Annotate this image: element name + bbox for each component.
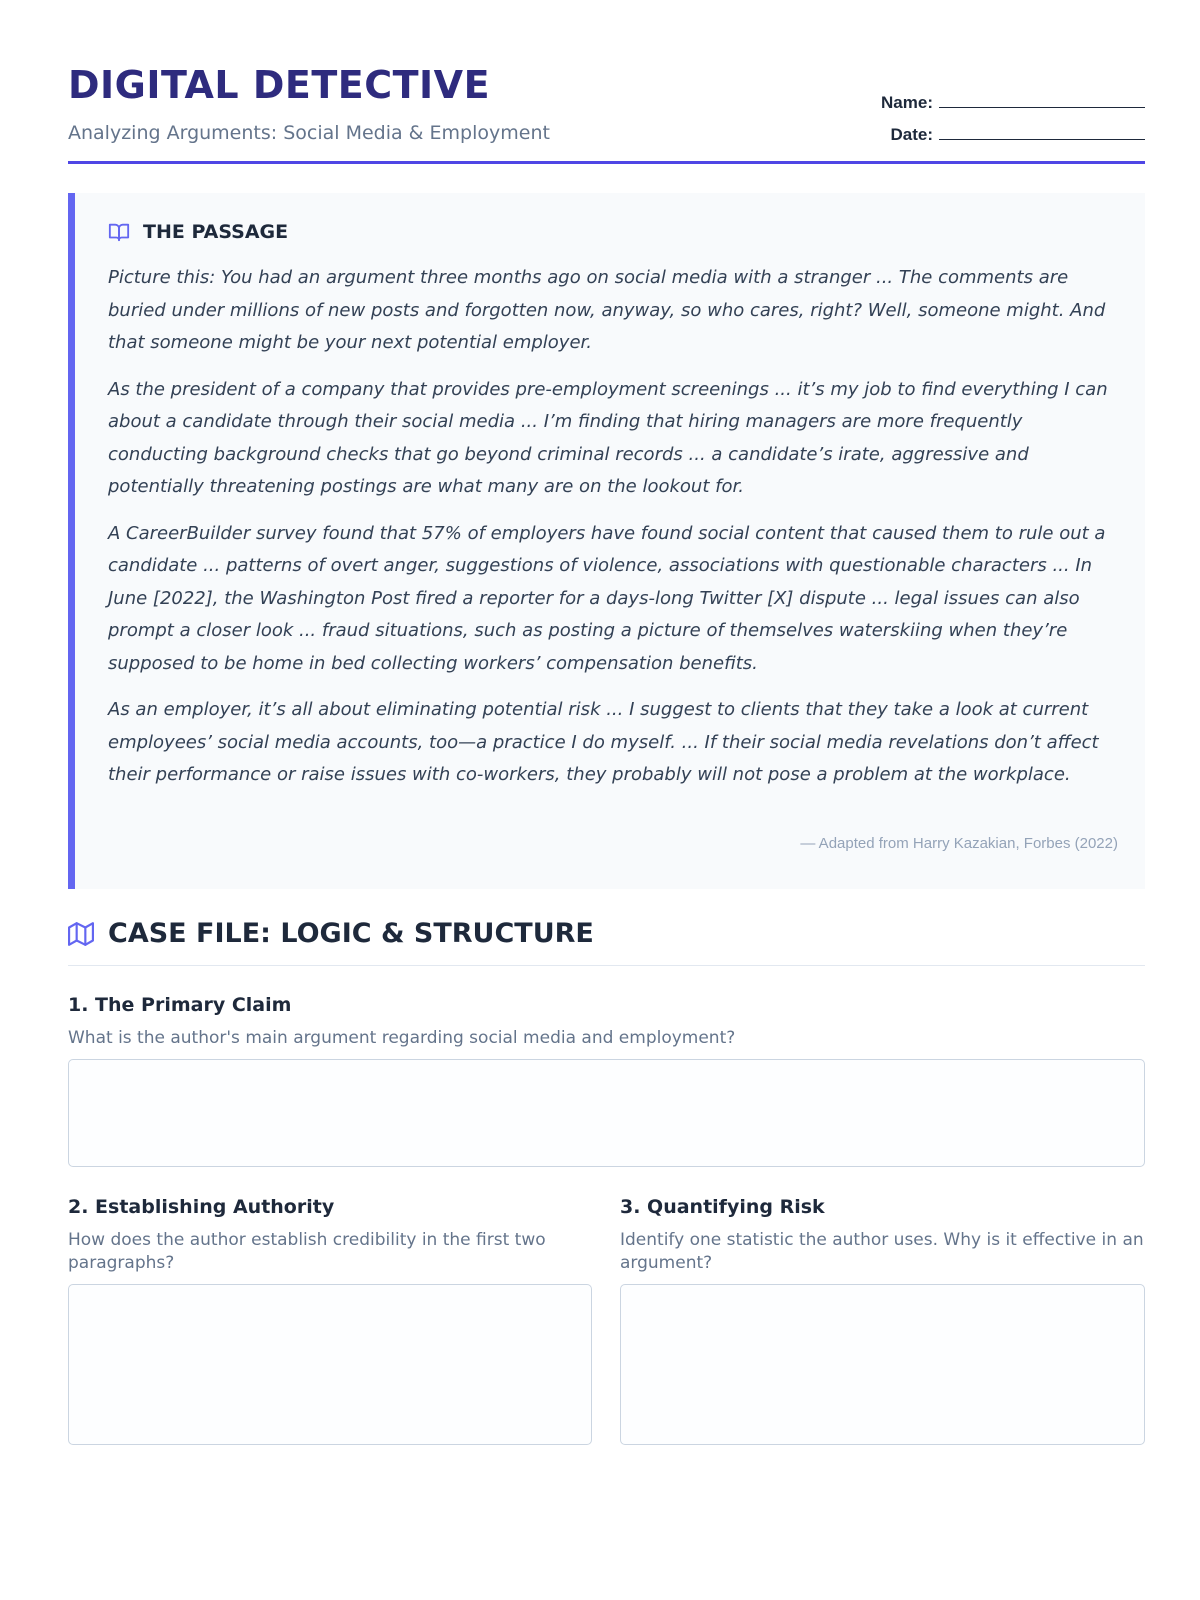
answer-box-establishing-authority[interactable] bbox=[68, 1284, 592, 1445]
passage-attribution: — Adapted from Harry Kazakian, Forbes (2022) bbox=[800, 835, 1118, 852]
name-label: Name: bbox=[881, 93, 933, 112]
question-primary-claim bbox=[68, 993, 1145, 1167]
case-file-header bbox=[68, 915, 1145, 966]
passage-paragraph: As an employer, it’s all about eliminating potential risk ... I suggest to clients that they take a look at current employees’ social media accounts, too—a practice I do myself. ... If their social media revelations don’t affect their performance or raise issues with co-workers, they probably will not pose a problem at the workplace. bbox=[108, 699, 1099, 785]
passage-paragraph: A CareerBuilder survey found that 57% of employers have found social content that caused them to rule out a candidate ... patterns of overt anger, suggestions of violence, associations with questionable characters ... In June [2022], the Washington Post fired a reporter for a days-long Twitter [X] dispute ... legal issues can also prompt a closer look ... fraud situations, such as posting a picture of themselves waterskiing when they’re supposed to be home in bed collecting workers’ compensation benefits. bbox=[108, 522, 1106, 674]
date-label: Date: bbox=[890, 125, 933, 144]
passage-heading: THE PASSAGE bbox=[143, 221, 289, 243]
passage-box bbox=[68, 193, 1145, 889]
date-row bbox=[881, 124, 1145, 156]
question-prompt: What is the author's main argument regarding social media and employment? bbox=[68, 1028, 736, 1048]
name-blank[interactable] bbox=[939, 93, 1145, 108]
question-establishing-authority bbox=[68, 1195, 592, 1445]
map-icon bbox=[68, 921, 94, 947]
name-row bbox=[881, 92, 1145, 124]
answer-box-primary-claim[interactable] bbox=[68, 1059, 1145, 1167]
case-file-heading: CASE FILE: LOGIC & STRUCTURE bbox=[108, 918, 594, 949]
header-divider bbox=[68, 161, 1145, 164]
question-title: 3. Quantifying Risk bbox=[620, 1196, 825, 1218]
date-blank[interactable] bbox=[939, 125, 1145, 140]
passage-text bbox=[108, 262, 1118, 806]
question-title: 1. The Primary Claim bbox=[68, 994, 292, 1016]
student-info bbox=[881, 92, 1145, 156]
question-quantifying-risk bbox=[620, 1195, 1145, 1445]
worksheet-subtitle: Analyzing Arguments: Social Media & Employment bbox=[68, 122, 550, 144]
passage-paragraph: Picture this: You had an argument three months ago on social media with a stranger ... The comments are buried under millions of new posts and forgotten now, anyway, so who cares, right? Well, someone might. And that someone might be your next potential employer. bbox=[108, 267, 1106, 353]
passage-header bbox=[108, 221, 288, 243]
open-book-icon bbox=[108, 221, 130, 243]
answer-box-quantifying-risk[interactable] bbox=[620, 1284, 1145, 1445]
question-prompt: Identify one statistic the author uses. Why is it effective in an argument? bbox=[620, 1230, 1144, 1273]
passage-paragraph: As the president of a company that provides pre-employment screenings ... it’s my job to find everything I can about a candidate through their social media ... I’m finding that hiring managers are more frequently conducting background checks that go beyond criminal records ... a candidate’s irate, aggressive and potentially threatening postings are what many are on the lookout for. bbox=[108, 378, 1108, 497]
worksheet-title: DIGITAL DETECTIVE bbox=[68, 63, 491, 107]
worksheet-page bbox=[68, 0, 1145, 1273]
worksheet-header bbox=[68, 0, 1145, 165]
question-prompt: How does the author establish credibility in the first two paragraphs? bbox=[68, 1230, 546, 1273]
question-title: 2. Establishing Authority bbox=[68, 1196, 335, 1218]
